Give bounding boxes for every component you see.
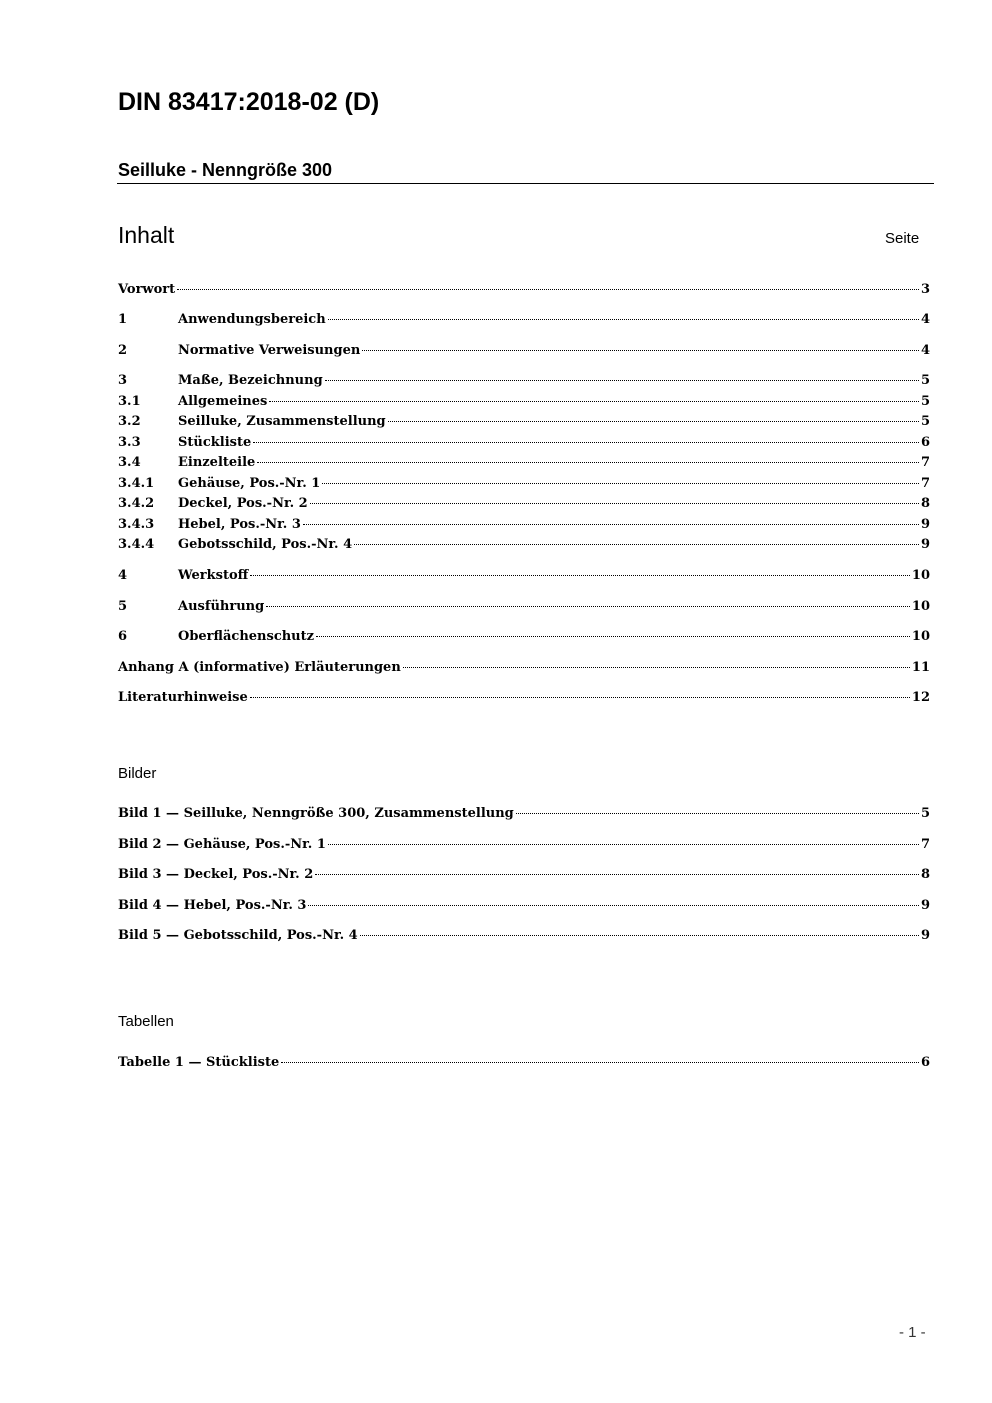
toc-entry-page: 9 [920,517,930,532]
toc-entry-page: 3 [920,282,930,297]
dot-leader [360,935,919,936]
toc-entry-page: 4 [920,312,930,327]
toc-entry-page: 12 [911,690,930,705]
dot-leader [253,442,919,443]
toc-entry[interactable] [118,515,930,535]
dot-leader [310,503,919,504]
list-entry[interactable] [118,804,930,824]
toc-entry[interactable] [118,566,930,586]
toc-entry-number: 3 [118,373,128,388]
toc-entry-title: Bild 3 — Deckel, Pos.-Nr. 2 [118,867,314,882]
toc-entry-title: Werkstoff [178,568,249,583]
dot-leader [308,905,918,906]
tables-heading: Tabellen [118,1013,174,1030]
toc-entry-page: 10 [911,568,930,583]
toc-entry[interactable] [118,658,930,678]
toc-entry-title: Einzelteile [178,455,256,470]
list-entry[interactable] [118,865,930,885]
dot-leader [250,575,910,576]
toc-entry-page: 10 [911,629,930,644]
toc-entry[interactable] [118,412,930,432]
toc-entry-number: 3.3 [118,435,141,450]
toc-entry[interactable] [118,597,930,617]
toc-entry[interactable] [118,280,930,300]
toc-entry[interactable] [118,392,930,412]
dot-leader [325,380,919,381]
toc-entry-title: Anwendungsbereich [178,312,326,327]
toc-entry-title: Bild 2 — Gehäuse, Pos.-Nr. 1 [118,837,326,852]
dot-leader [315,874,919,875]
dot-leader [328,844,919,845]
toc-entry-page: 5 [920,394,930,409]
toc-entry-title: Oberflächenschutz [178,629,315,644]
toc-entry-title: Literaturhinweise [118,690,248,705]
toc-entry-page: 5 [920,373,930,388]
toc-entry-number: 3.4.2 [118,496,155,511]
toc-entry-title: Vorwort [118,282,176,297]
toc-entry-number: 6 [118,629,128,644]
dot-leader [281,1062,919,1063]
toc-entry[interactable] [118,371,930,391]
dot-leader [257,462,919,463]
toc-entry-title: Deckel, Pos.-Nr. 2 [178,496,308,511]
dot-leader [322,483,919,484]
toc-entry-number: 4 [118,568,128,583]
toc-entry[interactable] [118,474,930,494]
dot-leader [388,421,919,422]
dot-leader [316,636,910,637]
toc-entry-page: 7 [920,455,930,470]
toc-entry-page: 9 [920,537,930,552]
dot-leader [266,606,910,607]
dot-leader [516,813,919,814]
toc-entry-title: Stückliste [178,435,252,450]
dot-leader [269,401,919,402]
toc-entry-title: Bild 5 — Gebotsschild, Pos.-Nr. 4 [118,928,358,943]
toc-entry-page: 9 [920,928,930,943]
dot-leader [354,544,919,545]
toc-entry-page: 11 [911,660,930,675]
toc-entry[interactable] [118,627,930,647]
toc-entry-page: 6 [920,435,930,450]
toc-entry-number: 2 [118,343,128,358]
toc-entry-number: 3.4 [118,455,141,470]
toc-entry[interactable] [118,453,930,473]
toc-entry-title: Gehäuse, Pos.-Nr. 1 [178,476,321,491]
toc-entry[interactable] [118,433,930,453]
toc-entry[interactable] [118,688,930,708]
toc-entry-title: Hebel, Pos.-Nr. 3 [178,517,301,532]
dot-leader [362,350,919,351]
toc-entry[interactable] [118,494,930,514]
toc-entry-title: Bild 1 — Seilluke, Nenngröße 300, Zusammenstellung [118,806,514,821]
dot-leader [403,667,910,668]
list-entry[interactable] [118,1053,930,1073]
page-column-label: Seite [885,230,920,247]
toc-entry[interactable] [118,341,930,361]
document-title: Seilluke - Nenngröße 300 [118,160,333,180]
toc-heading: Inhalt [118,222,175,248]
toc-entry-page: 5 [920,806,930,821]
list-entry[interactable] [118,835,930,855]
page-number: - 1 - [899,1324,926,1341]
toc-entry-number: 3.4.4 [118,537,155,552]
figures-heading: Bilder [118,765,157,782]
toc-entry-title: Maße, Bezeichnung [178,373,323,388]
toc-entry-page: 7 [920,837,930,852]
toc-entry-page: 9 [920,898,930,913]
dot-leader [328,319,919,320]
list-entry[interactable] [118,896,930,916]
toc-entry-page: 6 [920,1055,930,1070]
document-id: DIN 83417:2018-02 (D) [118,88,380,116]
toc-entry-number: 3.4.3 [118,517,155,532]
toc-entry[interactable] [118,310,930,330]
toc-entry-title: Seilluke, Zusammenstellung [178,414,386,429]
toc-entry-title: Gebotsschild, Pos.-Nr. 4 [178,537,353,552]
toc-entry-page: 4 [920,343,930,358]
dot-leader [250,697,910,698]
toc-entry-number: 3.4.1 [118,476,155,491]
toc-entry-title: Bild 4 — Hebel, Pos.-Nr. 3 [118,898,307,913]
toc-entry[interactable] [118,535,930,555]
toc-entry-number: 1 [118,312,128,327]
toc-entry-number: 5 [118,599,128,614]
toc-entry-page: 5 [920,414,930,429]
toc-entry-title: Anhang A (informative) Erläuterungen [118,660,401,675]
toc-entry-page: 7 [920,476,930,491]
toc-entry-page: 8 [920,867,930,882]
toc-entry-title: Ausführung [178,599,265,614]
toc-entry-page: 10 [911,599,930,614]
toc-entry-number: 3.2 [118,414,141,429]
toc-entry-page: 8 [920,496,930,511]
dot-leader [177,289,919,290]
toc-entry-title: Normative Verweisungen [178,343,361,358]
list-entry[interactable] [118,926,930,946]
dot-leader [303,524,919,525]
toc-entry-title: Allgemeines [178,394,268,409]
title-rule [117,183,934,184]
toc-entry-number: 3.1 [118,394,141,409]
toc-entry-title: Tabelle 1 — Stückliste [118,1055,280,1070]
